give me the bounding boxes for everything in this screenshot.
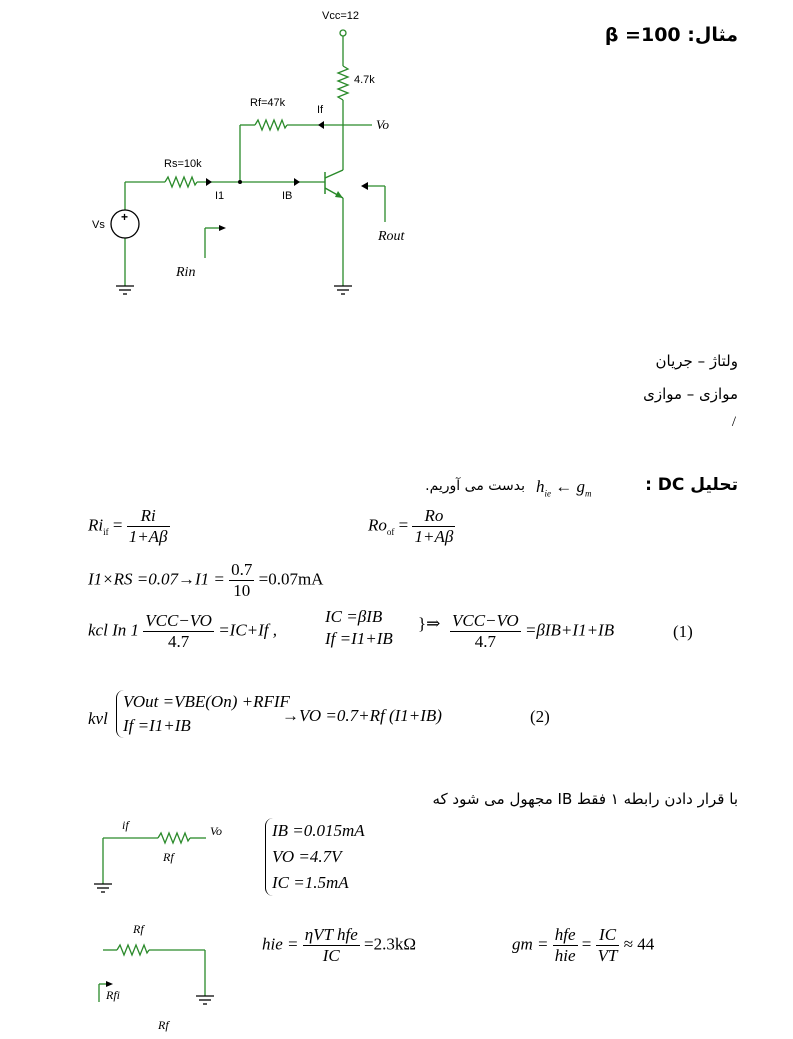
kcl-result: $\frac{\text{VCC−VO}}{4.7}$ =βIB+I1+IB (452, 611, 615, 651)
kvl-result: →VO =0.7+Rf (I1+IB) (282, 706, 442, 725)
results-brace: IB =0.015mA VO =4.7V IC =1.5mA (265, 818, 365, 896)
circuit3-rf-label: Rf (133, 922, 144, 936)
ib-label: IB (282, 190, 293, 202)
hie-gm-relation: $h_{ie}$ ← $g_m$ (536, 477, 592, 499)
kvl-label: kvl (88, 709, 108, 728)
note-line-1: ولتاژ – جریان (655, 352, 738, 370)
vcc-label: Vcc=12 (322, 10, 359, 22)
circuit2-if-label: if (122, 818, 129, 832)
i1-equation: I1×RS =0.07→I1 = $\frac{0.7}{10}$ =0.07mA (88, 560, 324, 600)
rs-label: Rs=10k (164, 158, 202, 170)
source-plus: + (121, 210, 129, 224)
kcl-implies: }⇒ (418, 614, 441, 633)
circuit3-rfi-label: Rfi (106, 988, 120, 1002)
note-line-2: موازی – موازی (643, 385, 738, 403)
statement: با قرار دادن رابطه ۱ فقط IB مجهول می شود که (432, 790, 738, 808)
vo-label: Vo (376, 117, 389, 132)
dc-title: تحلیل DC : (645, 475, 738, 495)
i1-label: I1 (215, 190, 225, 202)
note-line-3: / (731, 414, 736, 430)
eq2-tag: (2) (530, 707, 550, 726)
rin-label: Rin (176, 265, 196, 280)
rif-equation: $Ri_{if}$ = $\frac{Ri}{1+A\beta}$ (88, 506, 168, 546)
rf-label: Rf=47k (250, 97, 286, 109)
eq1-tag: (1) (673, 622, 693, 641)
dc-text: بدست می آوریم. (425, 478, 525, 494)
circuit2-vo-label: Vo (210, 824, 222, 838)
kvl-brace: VOut =VBE(On) +RFIF If =I1+IB (116, 690, 290, 738)
rout-label: Rout (378, 229, 405, 244)
kcl-brace: IC =βIB If =I1+IB (325, 607, 393, 648)
hie-equation: hie = $\frac{\text{ηVT hfe}}{IC}$ =2.3kΩ (262, 925, 416, 965)
rc-label: 4.7k (354, 74, 375, 86)
circuit2-rf-label: Rf (163, 850, 174, 864)
rof-equation: $Ro_{of}$ = $\frac{Ro}{1+A\beta}$ (368, 506, 454, 546)
vs-label: Vs (92, 219, 105, 231)
kcl-equation: kcl In 1 $\frac{\text{VCC−VO}}{4.7}$ =IC+If , (88, 611, 278, 651)
circuit3-rf-bottom-label: Rf (158, 1018, 169, 1032)
gm-equation: gm = $\frac{\text{hfe}}{\text{hie}}$ = $\frac{IC}{VT}$ ≈ 44 (512, 925, 655, 965)
if-label: If (317, 104, 324, 116)
example-title: مثال: β =100 (604, 24, 738, 46)
